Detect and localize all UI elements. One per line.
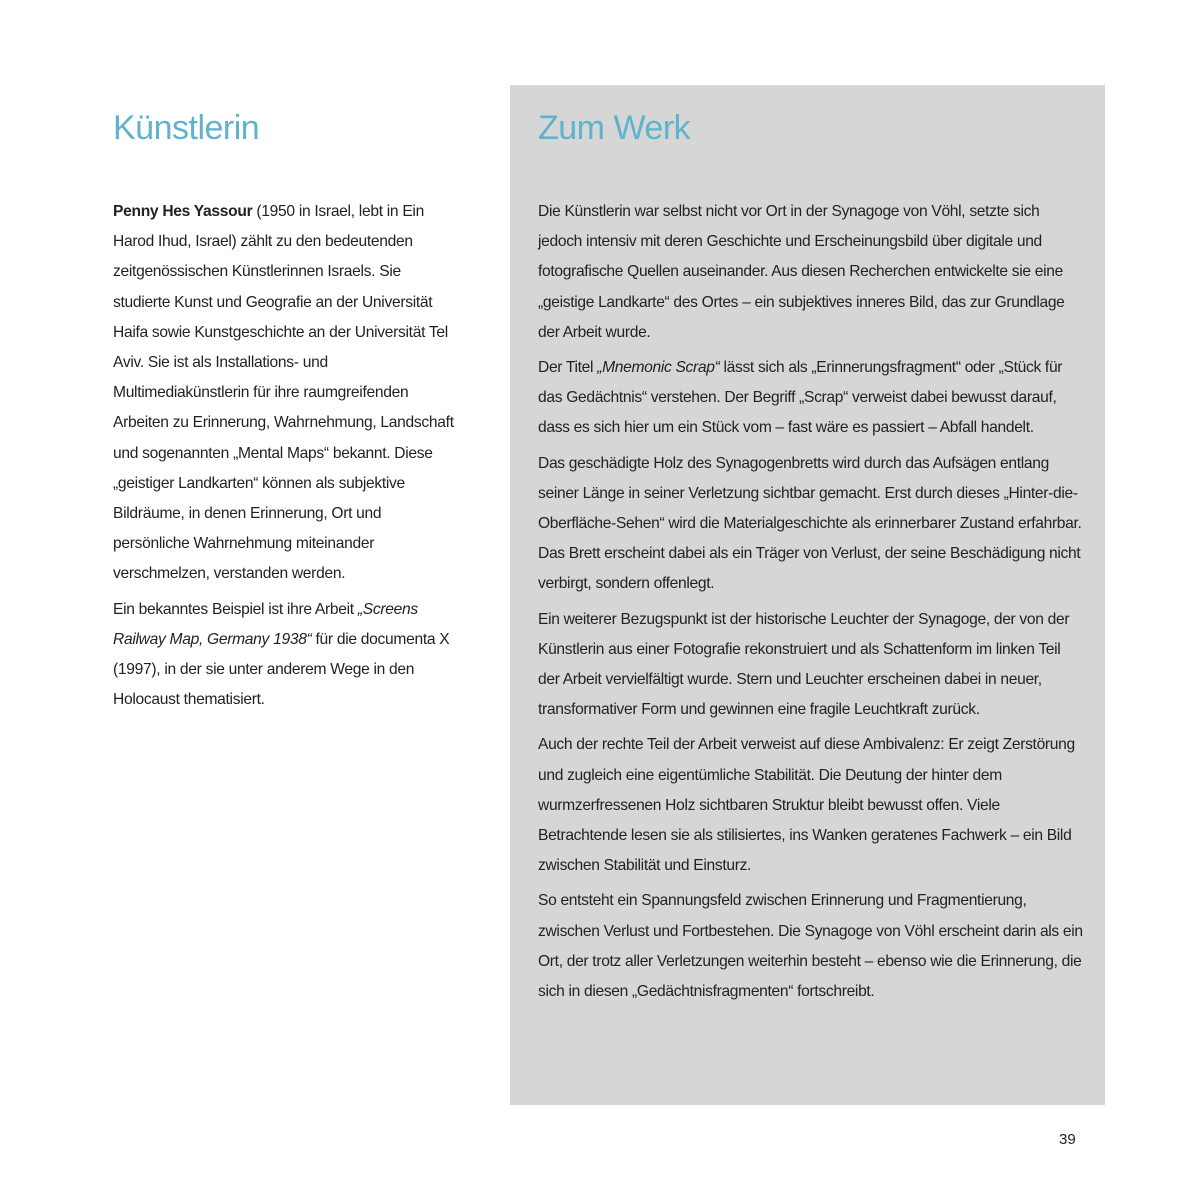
work-paragraph-6: So entsteht ein Spannungsfeld zwischen Erinnerung und Fragmentierung, zwischen Verlust und Fortbestehen. Die Synagoge von Vöhl erscheint darin als ein Ort, der trotz aller Verletzungen weiterhin besteht – ebenso wie die Erinnerung, die sich in diesen „Gedächtnisfragmenten“ fortschreibt. [538, 892, 1083, 1001]
artist-heading: Künstlerin [113, 109, 260, 147]
work-title-text: lässt sich als „Erinnerungsfragment“ oder „Stück für das Gedächtnis“ verstehen. Der Begriff „Scrap“ verweist dabei bewusst darauf, dass es sich hier um ein Stück vom – fast wäre es passiert – Abfall handelt. [538, 359, 1063, 437]
page-number: 39 [1059, 1131, 1076, 1148]
artist-section [113, 104, 458, 720]
work-paragraph-2 [538, 353, 1083, 444]
artist-name: Penny Hes Yassour [113, 203, 253, 220]
work-paragraph-5: Auch der rechte Teil der Arbeit verweist auf diese Ambivalenz: Er zeigt Zerstörung und zugleich eine eigentümliche Stabilität. Die Deutung der hinter dem wurmzerfressenen Holz sichtbaren Struktur bleibt bewusst offen. Viele Betrachtende lesen sie als stilisiertes, ins Wanken geratenes Fachwerk – ein Bild zwischen Stabilität und Einsturz. [538, 736, 1075, 875]
work-section [538, 104, 1083, 1012]
work-paragraph-1: Die Künstlerin war selbst nicht vor Ort in der Synagoge von Vöhl, setzte sich jedoch intensiv mit deren Geschichte und Erscheinungsbild über digitale und fotografische Quellen auseinander. Aus diesen Recherchen entwickelte sie eine „geistige Landkarte“ des Ortes – ein subjektives inneres Bild, das zur Grundlage der Arbeit wurde. [538, 203, 1065, 341]
work-title-italic: „Mnemonic Scrap“ [597, 359, 720, 377]
artist-example-intro: Ein bekanntes Beispiel ist ihre Arbeit [113, 600, 358, 618]
work-title-intro: Der Titel [538, 359, 598, 377]
work-heading: Zum Werk [538, 109, 691, 147]
artist-example-text: für die documenta X (1997), in der sie unter anderem Wege in den Holocaust thematisiert. [113, 630, 450, 709]
artist-example-paragraph [113, 595, 458, 716]
work-paragraph-4: Ein weiterer Bezugspunkt ist der historische Leuchter der Synagoge, der von der Künstlerin aus einer Fotografie rekonstruiert und als Schattenform im linken Teil der Arbeit vervielfältigt wurde. Stern und Leuchter erscheinen dabei in neuer, transformativer Form und gewinnen eine fragile Leuchtkraft zurück. [538, 610, 1070, 719]
work-paragraph-3: Das geschädigte Holz des Synagogenbretts wird durch das Aufsägen entlang seiner Länge in seiner Verletzung sichtbar gemacht. Erst durch dieses „Hinter-die-Oberfläche-Sehen“ wird die Materialgeschichte als erinnerbarer Zustand erfahrbar. Das Brett erscheint dabei als ein Träger von Verlust, der seine Beschädigung nicht verbirgt, sondern offenlegt. [538, 454, 1082, 593]
work-panel [510, 85, 1105, 1105]
artist-bio-text: (1950 in Israel, lebt in Ein Harod Ihud, Israel) zählt zu den bedeutenden zeitgenössischen Künstlerinnen Israels. Sie studierte Kunst und Geografie an der Universität Haifa sowie Kunstgeschichte an der Universität Tel Aviv. Sie ist als Installations- und Multimediakünstlerin für ihre raumgreifenden Arbeiten zu Erinnerung, Wahrnehmung, Landschaft und sogenannten „Mental Maps“ bekannt. Diese „geistiger Landkarten“ können als subjektive Bildräume, in denen Erinnerung, Ort und persönliche Wahrnehmung miteinander verschmelzen, verstanden werden. [113, 203, 454, 583]
artist-example-work-title: „Screens Railway Map, Germany 1938“ [113, 600, 418, 648]
artist-bio-paragraph [113, 197, 458, 590]
